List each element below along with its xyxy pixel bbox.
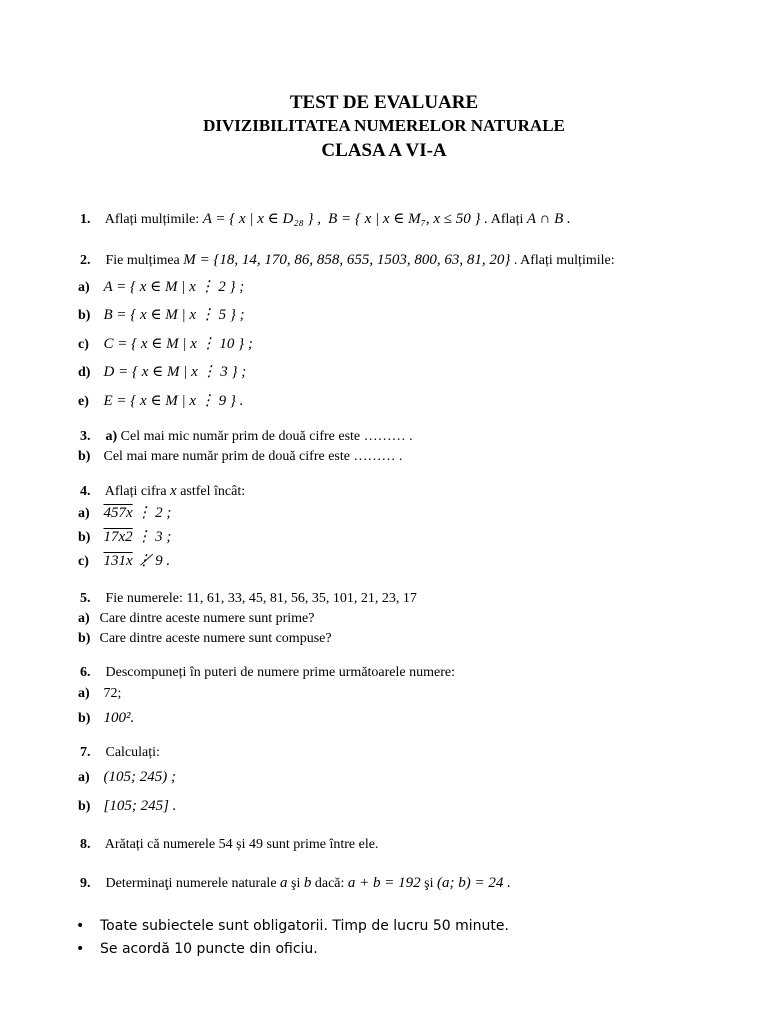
- math-expression: ⋮ 3 ;: [132, 529, 172, 545]
- math-expression: D = { x ∈ M | x ⋮ 3 } ;: [103, 364, 247, 380]
- math-expression: E = { x ∈ M | x ⋮ 9 } .: [103, 393, 244, 409]
- overlined-number: 17x2: [103, 529, 133, 545]
- question-text: Care dintre aceste numere sunt compuse?: [99, 631, 332, 646]
- question-text: Care dintre aceste numere sunt prime?: [99, 611, 315, 626]
- list-item: [78, 392, 243, 411]
- note-item: [76, 941, 318, 957]
- question-text: Fie mulțimea: [105, 253, 180, 268]
- question-5: [80, 590, 417, 608]
- math-variable: a: [280, 875, 288, 891]
- item-label: b): [78, 449, 91, 464]
- question-number: 9.: [80, 876, 91, 891]
- item-label: c): [78, 337, 89, 352]
- item-label: b): [78, 711, 91, 726]
- item-label: a): [78, 506, 90, 521]
- question-text: Aflați cifra: [104, 484, 167, 499]
- item-label: a): [105, 429, 118, 444]
- item-label: a): [78, 770, 90, 785]
- list-item: [78, 448, 402, 466]
- question-text: şi: [424, 876, 434, 891]
- math-expression: (a; b) = 24 .: [437, 875, 511, 891]
- page-title: TEST DE EVALUARE: [289, 92, 479, 113]
- overlined-number: 131x: [103, 553, 133, 569]
- math-expression: M = {18, 14, 170, 86, 858, 655, 1503, 800, 63, 81, 20}: [183, 252, 511, 268]
- item-label: a): [78, 686, 90, 701]
- question-text: . Aflați mulțimile:: [513, 253, 615, 268]
- list-item: [78, 528, 171, 547]
- question-2: [80, 251, 615, 270]
- list-item: [78, 278, 244, 297]
- item-label: a): [78, 611, 90, 626]
- question-number: 8.: [80, 837, 91, 852]
- math-expression: a + b = 192: [347, 875, 421, 891]
- question-number: 1.: [80, 212, 91, 227]
- math-variable: x: [170, 483, 177, 499]
- question-text: Fie numerele: 11, 61, 33, 45, 81, 56, 35, 101, 21, 23, 17: [105, 591, 417, 606]
- item-label: d): [78, 365, 91, 380]
- page-subtitle: DIVIZIBILITATEA NUMERELOR NATURALE: [203, 116, 565, 135]
- question-4: [80, 482, 245, 501]
- item-label: b): [78, 631, 91, 646]
- question-text: Arătați că numerele 54 și 49 sunt prime între ele.: [104, 837, 379, 852]
- question-number: 5.: [80, 591, 91, 606]
- math-expression: ⋮ 2 ;: [132, 505, 172, 521]
- item-label: b): [78, 308, 91, 323]
- note-text: Se acordă 10 puncte din oficiu.: [100, 941, 318, 957]
- question-9: [80, 874, 511, 893]
- question-text: dacă:: [314, 876, 345, 891]
- item-label: b): [78, 530, 91, 545]
- question-text: Determinaţi numerele naturale: [105, 876, 277, 891]
- item-label: c): [78, 554, 89, 569]
- list-item: [78, 335, 253, 354]
- list-item: [78, 610, 314, 628]
- question-text: Cel mai mic număr prim de două cifre este ……… .: [120, 429, 413, 444]
- list-item: [78, 306, 245, 325]
- question-text: astfel încât:: [180, 484, 246, 499]
- math-expression: (105; 245) ;: [103, 769, 176, 785]
- question-number: 3.: [80, 429, 91, 444]
- math-expression: [105; 245] .: [103, 798, 177, 814]
- question-8: [80, 836, 378, 854]
- overlined-number: 457x: [103, 505, 133, 521]
- math-expression: A ∩ B .: [526, 211, 571, 227]
- question-text: şi: [291, 876, 301, 891]
- list-item: [78, 363, 246, 382]
- bullet-icon: •: [76, 941, 85, 957]
- math-expression: 100².: [103, 710, 135, 726]
- question-number: 6.: [80, 665, 91, 680]
- bullet-icon: •: [76, 918, 85, 934]
- item-label: b): [78, 799, 91, 814]
- math-expression: B = { x ∈ M | x ⋮ 5 } ;: [103, 307, 245, 323]
- question-1: [80, 210, 571, 229]
- question-6: [80, 664, 455, 682]
- question-text: Calculați:: [105, 745, 160, 760]
- question-text: Cel mai mare număr prim de două cifre este ……… .: [103, 449, 403, 464]
- question-text: Aflați mulțimile:: [104, 212, 200, 227]
- note-text: Toate subiectele sunt obligatorii. Timp de lucru 50 minute.: [100, 918, 509, 934]
- question-3: [80, 428, 413, 446]
- list-item: [78, 504, 171, 523]
- item-label: a): [78, 280, 90, 295]
- list-item: [78, 797, 176, 816]
- note-item: [76, 918, 509, 934]
- class-label: CLASA A VI-A: [321, 140, 447, 161]
- question-text: Aflați: [490, 212, 524, 227]
- item-label: e): [78, 394, 89, 409]
- list-item: [78, 768, 176, 787]
- question-number: 4.: [80, 484, 91, 499]
- math-expression: ⋮̸ 9 .: [132, 553, 171, 569]
- question-number: 7.: [80, 745, 91, 760]
- math-expression: B = { x | x ∈ M₇, x ≤ 50 } .: [328, 211, 488, 227]
- question-text: 72;: [103, 686, 122, 701]
- list-item: [78, 552, 170, 571]
- list-item: [78, 709, 134, 728]
- question-7: [80, 744, 160, 762]
- list-item: [78, 630, 332, 648]
- math-expression: A = { x | x ∈ D₂₈ } ,: [202, 211, 322, 227]
- math-variable: b: [303, 875, 312, 891]
- list-item: [78, 685, 121, 703]
- math-expression: A = { x ∈ M | x ⋮ 2 } ;: [103, 279, 245, 295]
- math-expression: C = { x ∈ M | x ⋮ 10 } ;: [103, 336, 253, 352]
- question-number: 2.: [80, 253, 91, 268]
- question-text: Descompuneți în puteri de numere prime următoarele numere:: [105, 665, 455, 680]
